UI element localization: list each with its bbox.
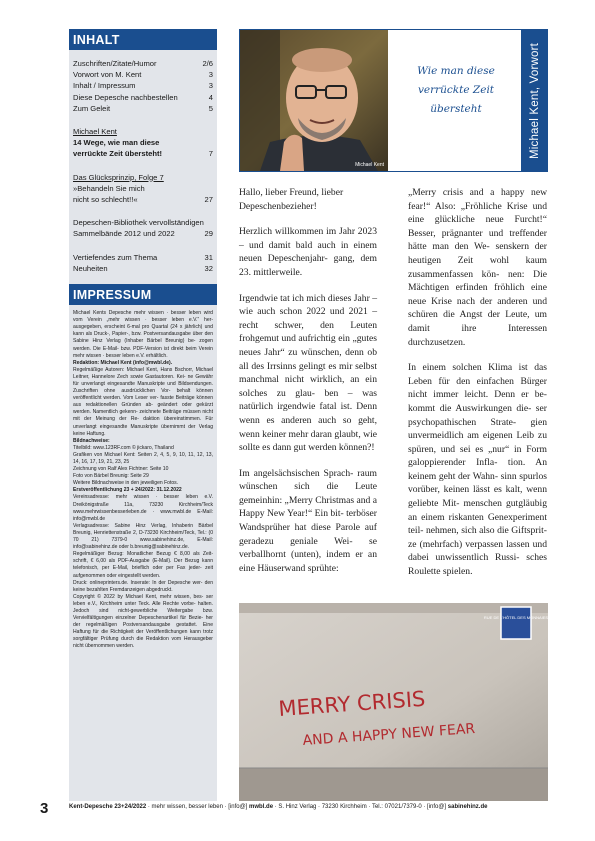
toc-series-title: Das Glücksprinzip, Folge 7	[73, 172, 164, 182]
street-sign: RUE DE L'HÔTEL DES MONNAIES	[483, 615, 548, 620]
impressum-heading: IMPRESSUM	[69, 284, 217, 305]
paragraph: Im angelsächsischen Sprach- raum wünschen sich die Leute gemeinhin: „Merry Christmas and a Happy New Year!“ Ein bit- terböser Wandsprüher hat diese Parole auf geradezu geniale Wei- se verballhornt (unten), indem er an eine Häuserwand sprühte:	[239, 467, 378, 574]
header-quote: Wie man diese verrückte Zeit übersteht	[417, 65, 495, 115]
toc-biblio-line[interactable]: Depeschen-Bibliothek vervollständigen	[73, 218, 204, 228]
paragraph: Irgendwie tat ich mich dieses Jahr – wie auch schon 2022 und 2021 – recht schwer, den Leuten frohgemut und aufrichtig ein „gutes neues Jahr“ zu wünschen, denn ob all des Irrsinns gelingt es mir selbst manchmal nicht wirklich, an ein solches zu glau- ben – was natürlich irgendwie fatal ist. Denn wenn es anderen auch so geht, wenn keiner mehr daran glaubt, wie sollte es dann gut werden können?!	[239, 292, 377, 454]
toc-biblio-line-2[interactable]: Sammelbände 2012 und 2022 29	[73, 229, 213, 239]
toc-item[interactable]: Vertiefendes zum Thema 31	[73, 252, 213, 262]
graffiti-line-2: AND A HAPPY NEW FEAR	[302, 720, 476, 749]
toc-series-line[interactable]: »Behandeln Sie mich	[73, 183, 145, 193]
page-number: 3	[40, 800, 49, 817]
toc-item[interactable]: Neuheiten 32	[73, 263, 213, 273]
vertical-title-bar	[522, 29, 548, 172]
toc-item[interactable]: Zum Geleit 5	[73, 103, 213, 113]
toc-feature-author: Michael Kent	[73, 127, 117, 137]
page-footer: Kent-Depesche 23+24/2022 · mehr wissen, besser leben · [info@] mwbl.de · S. Hinz Verlag · 73230 Kirchheim · Tel.: 07021/7379-0 · [info@] sabinehinz.de	[69, 804, 488, 810]
toc-series-line-2[interactable]: nicht so schlecht!!« 27	[73, 195, 213, 205]
photo-caption: Michael Kent	[355, 162, 384, 168]
paragraph: „Merry crisis and a happy new fear!“ Also: „Fröhliche Krise und eine glückliche neue Furcht!“ Besser, prägnanter und treffender hätte man den We- senskern der heutigen Zeit wohl kaum zusammenfassen kön- nen: Die Mächtigen erfinden fröhlich eine neue Krise nach der anderen und schüren die Angst der Leute, um damit ihre Interessen durchzusetzen.	[408, 187, 547, 348]
table-of-contents	[69, 50, 217, 274]
article-column-2	[408, 186, 547, 591]
sidebar	[69, 29, 217, 801]
author-photo	[240, 30, 388, 171]
graffiti-photo	[239, 603, 548, 801]
toc-item[interactable]: Diese Depesche nachbestellen 4	[73, 92, 213, 102]
paragraph: Herzlich willkommen im Jahr 2023 – und damit bald auch in einem neuen Depeschenjahr- gang, dem 23. mittlerweile.	[239, 226, 377, 278]
graffiti-line-1: MERRY CRISIS	[277, 686, 427, 721]
impressum-text: Michael Kents Depesche mehr wissen · besser leben wird vom Verein „mehr wissen · besser leben e.V.“ her- ausgegeben, erscheint 6-mal pro Quartal (24 x jährlich) und kann als Druck-, Papier-, bzw. Postversandausgabe über den Sabine Hinz Verlag (Inhaber Bärbel Breunig) be- zogen werden. Die E-Mail- bzw. PDF-Version ist direkt beim Verein mehr wissen · besser leben e.V. erhältlich. Redaktion: Michael Kent (info@mwbl.de). Regelmäßige Autoren: Michael Kent, Hans Bschorr, Michael Leitner, Hannelore Zech sowie Gastautoren. Kei- ne Gewähr für unverlangt eingesandte Manuskripte und Bildsendungen. Zuschriften ohne ausdrücklichen Vor- behalt können veröffentlicht werden. Vom Leser ver- fasste Beiträge können aus redaktionellen Gründen ab- geändert oder gekürzt werden. Namentlich gekenn- zeichnete Beiträge müssen nicht mit der Meinung der Re- daktion übereinstimmen. Für unverlangt eingesandte Manuskripte übernimmt der Verlag keine Haftung. Bildnachweise: Titelbild: www.123RF.com © jickaro, Thailand Grafiken von Michael Kent: Seiten 2, 4, 5, 9, 10, 11, 12, 13, 14, 16, 17, 19, 21, 23, 25 Zeichnung von Ralf Alex Fichtner: Seite 10 Foto von Bärbel Breunig: Seite 29 Weitere Bildnachweise in den jeweiligen Fotos. Erstveröffentlichung 23 + 24/2022: 31.12.2022 Vereinsadresse: mehr wissen · besser leben e.V. Dreikönigstraße 11a, 73230 Kirchheim/Teck www.mehrwissenbesserleben.de · www.mwbl.de E-Mail: info@mwbl.de Verlagsadresse: Sabine Hinz Verlag, Inhaberin Bärbel Breunig, Henriettenstraße 2, D-73230 Kirchheim/Teck, Tel.: (0 70 21) 7379-0 www.sabinehinz.de, E-Mail: info@sabinehinz.de oder b.breunig@sabinehinz.de. Regelmäßiger Bezug: Monatlicher Bezug € 8,00 als Zeit- schrift, € 6,00 als PDF-Ausgabe (E-Mail). Der Bezug kann telefonisch, per E-Mail, brieflich oder per Fax jeder- zeit aufgenommen oder eingestellt werden. Druck: onlineprinters.de. Inserate: In der Depesche wer- den keine bezahlten Fremdanzeigen abgedruckt. Copyright © 2022 by Michael Kent, mehr wissen, bes- ser leben e.V., Kirchheim unter Teck. Alle Rechte vorbe- halten. Jedoch sind nicht-gewerbliche Weitergabe bzw. Vervielfältigungen einzelner Depeschenartikel für Bezie- her der regelmäßigen Postversandausgabe gestattet. Eine Haftung für die Richtigkeit der Veröffentlichungen kann trotz sorgfältiger Prüfung durch die Redaktion vom Herausgeber nicht übernommen werden.	[73, 310, 213, 650]
vertical-title: Michael Kent, Vorwort	[529, 42, 541, 159]
toc-item[interactable]: Inhalt / Impressum 3	[73, 81, 213, 91]
toc-item[interactable]: Zuschriften/Zitate/Humor 2/6	[73, 59, 213, 68]
toc-feature-title[interactable]: 14 Wege, wie man diese	[73, 138, 160, 148]
toc-heading: INHALT	[69, 29, 217, 50]
article-column-1	[239, 186, 377, 587]
header-box	[239, 29, 522, 172]
greeting: Hallo, lieber Freund, lieber Depeschenbezieher!	[239, 187, 344, 212]
toc-item[interactable]: Vorwort von M. Kent 3	[73, 70, 213, 80]
toc-feature-title-2[interactable]: verrückte Zeit übersteht! 7	[73, 149, 213, 159]
paragraph: In einem solchen Klima ist das Leben für den einfachen Bürger nicht immer leicht. Denn er be- kommt die Auswirkungen die- ser psychopathischen Strate- gien unvermeidlich am eigenen Leib zu spüren, und sei es „nur“ in Form galoppierender Infla- tion. An keinem geht der Wahn- sinn spurlos vorüber, keinen lässt es kalt, wenn geliebte Mit- menschen gutgläubig an einem riskanten Genexperiment teil- nehmen, sich also die Giftsprit- ze (mehrfach) verpassen lassen und dabei unwissentlich Russi- sches Roulette spielen.	[408, 362, 547, 578]
